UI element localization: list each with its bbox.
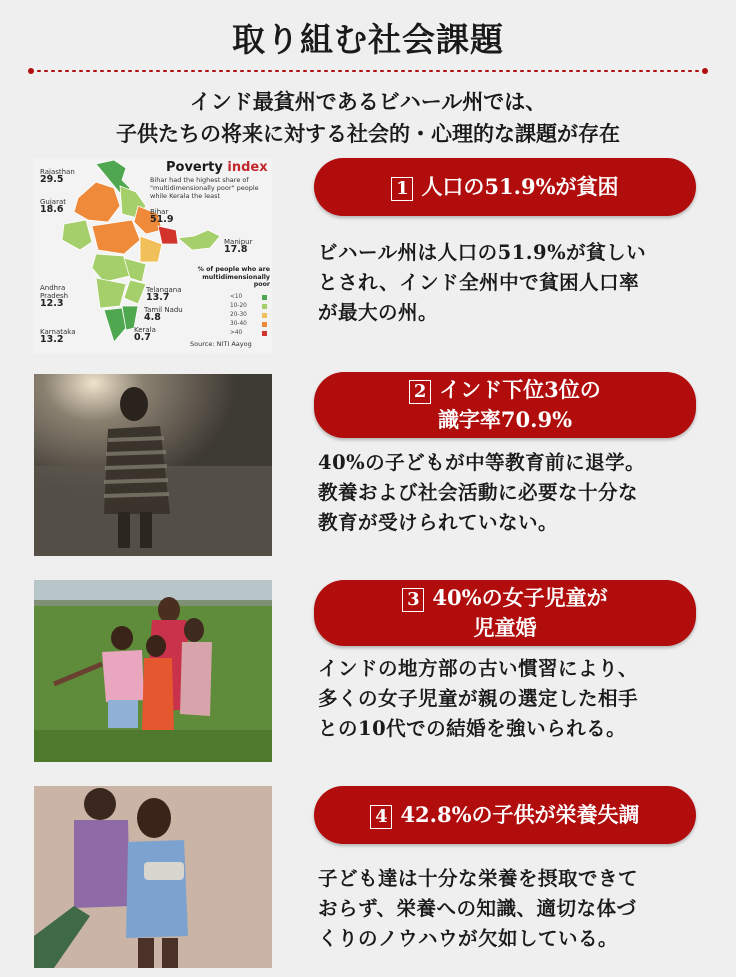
issue-2-heading: 2 インド下位3位の 識字率70.9% bbox=[314, 372, 696, 438]
photo-children-eating bbox=[34, 786, 272, 968]
issue-number-badge: 2 bbox=[409, 380, 431, 404]
map-source: Source: NITI Aayog bbox=[190, 340, 252, 348]
dotted-divider bbox=[28, 68, 708, 74]
lead-line-1: インド最貧州であるビハール州では、 bbox=[189, 89, 547, 114]
lead-line-2: 子供たちの将来に対する社会的・心理的な課題が存在 bbox=[116, 121, 620, 146]
state-label: Bihar 51.9 bbox=[150, 208, 174, 225]
state-label: Manipur 17.8 bbox=[224, 238, 253, 255]
issue-number-badge: 4 bbox=[370, 805, 392, 829]
issue-3-description: インドの地方部の古い慣習により、 多くの女子児童が親の選定した相手 との10代での結婚を強いられる。 bbox=[318, 657, 639, 740]
lead-text bbox=[0, 86, 736, 150]
issue-number-badge: 1 bbox=[391, 177, 413, 201]
state-label: Kerala 0.7 bbox=[134, 326, 156, 343]
issue-4-description: 子ども達は十分な栄養を摂取できて おらず、栄養への知識、適切な体づ くりのノウハウが欠如している。 bbox=[318, 867, 639, 950]
photo-girls-group bbox=[34, 580, 272, 762]
state-label: Telangana 13.7 bbox=[146, 286, 182, 303]
legend-item: 30-40 bbox=[230, 321, 247, 327]
issue-1-heading: 1 人口の51.9%が貧困 bbox=[314, 158, 696, 216]
state-label: Gujarat 18.6 bbox=[40, 198, 67, 215]
legend-item: >40 bbox=[230, 330, 242, 336]
issue-1-description: ビハール州は人口の51.9%が貧しい とされ、インド全州中で貧困人口率 が最大の州。 bbox=[318, 241, 647, 324]
issue-2-description: 40%の子どもが中等教育前に退学。 教養および社会活動に必要な十分な 教育が受けられていない。 bbox=[318, 451, 646, 534]
state-label: Andhra Pradesh 12.3 bbox=[40, 284, 69, 309]
issue-3-heading: 3 40%の女子児童が 児童婚 bbox=[314, 580, 696, 646]
poverty-map bbox=[34, 158, 272, 354]
photo-boy-night bbox=[34, 374, 272, 556]
state-label: Rajasthan 29.5 bbox=[40, 168, 75, 185]
page-title: 取り組む社会課題 bbox=[232, 20, 504, 59]
legend-item: 10-20 bbox=[230, 303, 247, 309]
legend-title: % of people who are multidimensionally poor bbox=[197, 266, 270, 288]
legend-item: 20-30 bbox=[230, 312, 247, 318]
issue-4-heading: 4 42.8%の子供が栄養失調 bbox=[314, 786, 696, 844]
state-label: Karnataka 13.2 bbox=[40, 328, 76, 345]
map-title: Poverty index bbox=[166, 160, 268, 175]
issue-number-badge: 3 bbox=[402, 588, 424, 612]
state-label: Tamil Nadu 4.8 bbox=[144, 306, 183, 323]
legend-item: <10 bbox=[230, 294, 242, 300]
map-subtitle: Bihar had the highest share of "multidimensionally poor" people while Kerala the least bbox=[150, 176, 259, 200]
